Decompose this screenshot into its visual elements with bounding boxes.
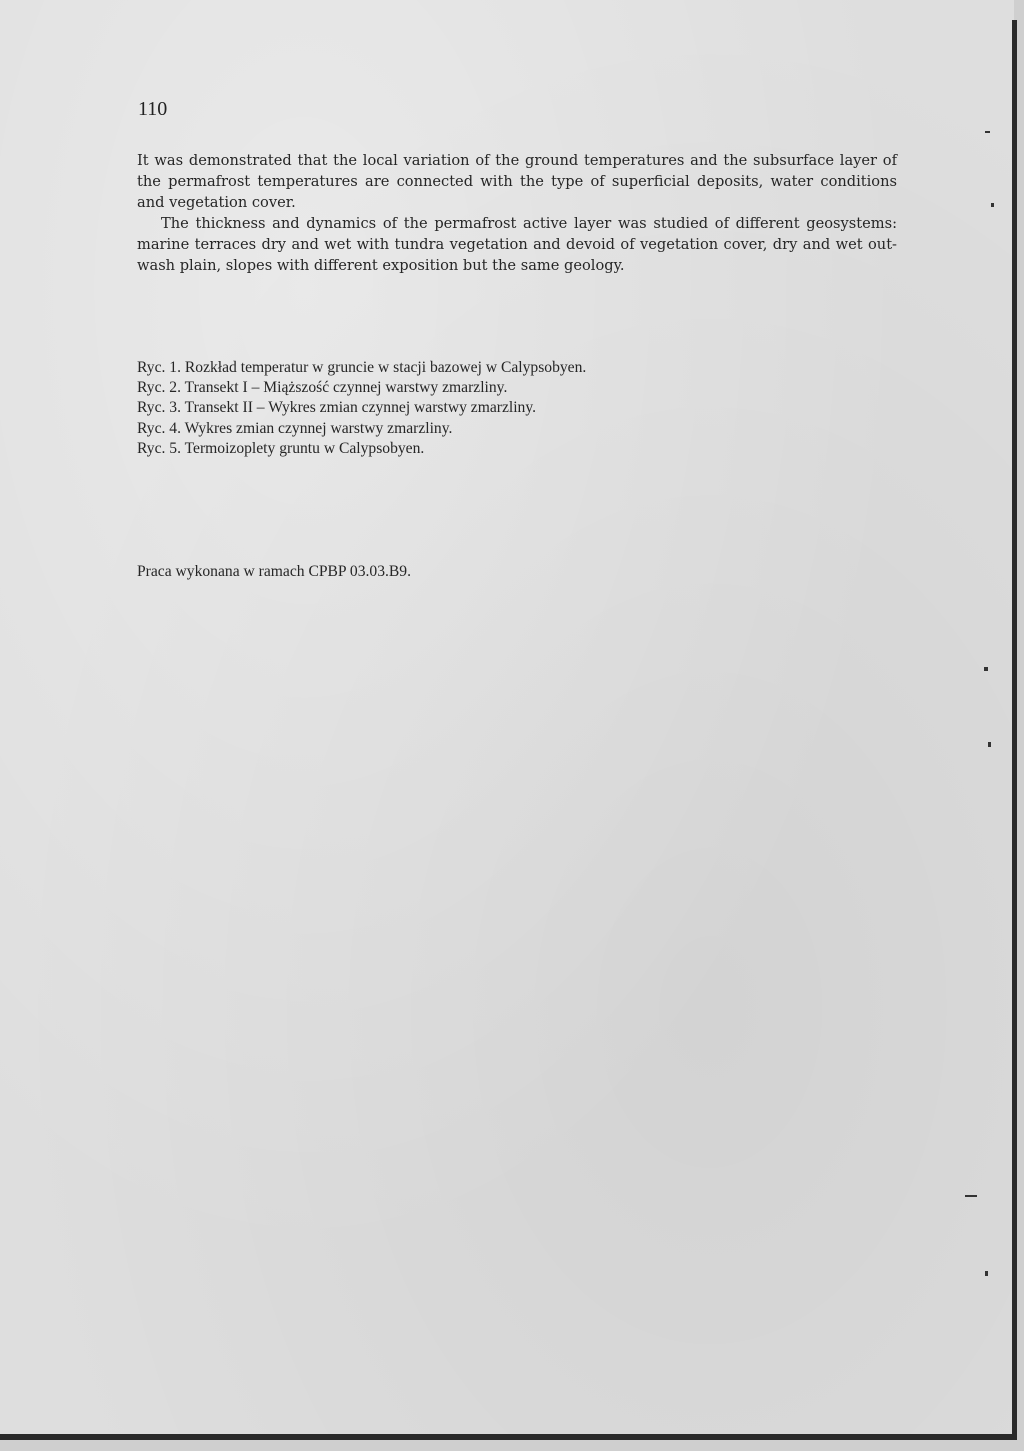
figure-caption-3: Ryc. 3. Transekt II – Wykres zmian czynnej warstwy zmarzliny. [137,399,537,417]
figure-caption-2: Ryc. 2. Transekt I – Miąższość czynnej warstwy zmarzliny. [137,379,508,397]
page-bottom-edge-shadow [0,1434,1017,1440]
page-number: 110 [138,98,168,120]
figure-caption-1: Ryc. 1. Rozkład temperatur w gruncie w stacji bazowej w Calypsobyen. [137,359,587,376]
body-text [137,150,897,276]
paragraph-2: The thickness and dynamics of the permafrost active layer was studied of different geosystems: marine terraces dry and wet with tundra vegetation and devoid of vegetation cover, dry and wet out-wash plain, slopes with different exposition but the same geology. [137,215,897,274]
figure-caption-4: Ryc. 4. Wykres zmian czynnej warstwy zmarzliny. [137,419,453,437]
scan-speck [984,667,988,671]
scan-speck [988,742,991,747]
paragraph-1: It was demonstrated that the local variation of the ground temperatures and the subsurface layer of the permafrost temperatures are connected with the type of superficial deposits, water conditions and vegetation cover. [137,152,897,211]
scan-speck [985,131,990,133]
page-right-edge-shadow [1012,20,1017,1435]
scan-speck [985,1271,988,1276]
figure-caption-5: Ryc. 5. Termoizoplety gruntu w Calypsobyen. [137,439,425,457]
funding-footnote: Praca wykonana w ramach CPBP 03.03.B9. [137,563,412,580]
figure-captions [137,358,586,459]
scan-speck [991,203,994,207]
scan-speck [965,1195,977,1197]
